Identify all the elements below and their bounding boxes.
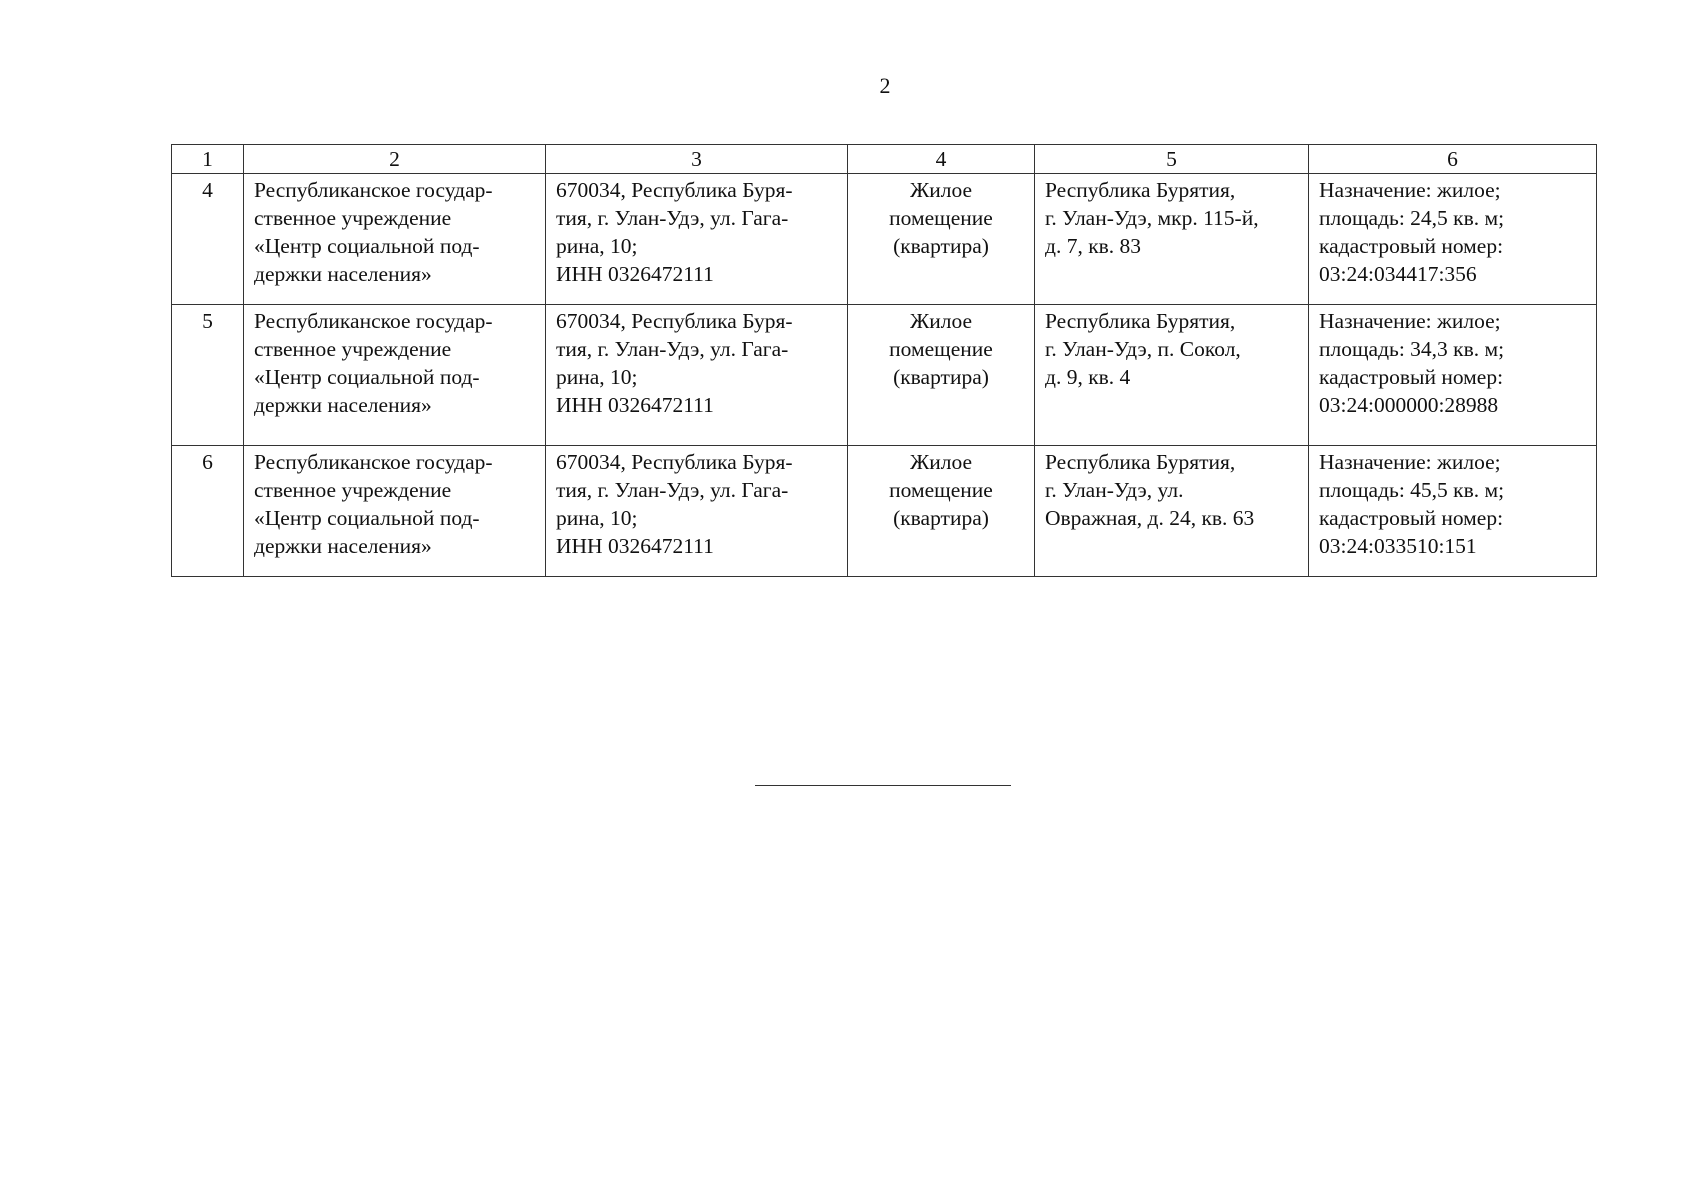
location-line: Республика Бурятия, xyxy=(1045,178,1236,202)
address-line: ИНН 0326472111 xyxy=(556,262,714,286)
address-line: 670034, Республика Буря- xyxy=(556,178,793,202)
details-line: площадь: 45,5 кв. м; xyxy=(1319,478,1505,502)
property-type-cell xyxy=(848,305,1035,446)
organization-line: ственное учреждение xyxy=(254,206,452,230)
column-number-3: 3 xyxy=(546,145,848,174)
details-line: 03:24:034417:356 xyxy=(1319,262,1477,286)
property-type-line: Жилое xyxy=(909,178,973,202)
column-number-4: 4 xyxy=(848,145,1035,174)
organization-line: Республиканское государ- xyxy=(254,309,493,333)
property-location-cell xyxy=(1035,305,1309,446)
details-line: кадастровый номер: xyxy=(1319,365,1504,389)
organization-address-cell xyxy=(546,305,848,446)
property-type-line: (квартира) xyxy=(893,234,989,258)
organization-line: держки населения» xyxy=(254,393,432,417)
location-line: Овражная, д. 24, кв. 63 xyxy=(1045,506,1255,530)
property-details-cell xyxy=(1309,174,1597,305)
column-number-5: 5 xyxy=(1035,145,1309,174)
row-number-cell: 4 xyxy=(172,174,244,305)
organization-address-cell xyxy=(546,174,848,305)
property-type-line: помещение xyxy=(889,337,993,361)
organization-line: держки населения» xyxy=(254,262,432,286)
property-type-line: помещение xyxy=(889,206,993,230)
details-line: Назначение: жилое; xyxy=(1319,309,1501,333)
address-line: рина, 10; xyxy=(556,506,638,530)
organization-line: «Центр социальной под- xyxy=(254,506,480,530)
location-line: д. 7, кв. 83 xyxy=(1045,234,1142,258)
location-line: Республика Бурятия, xyxy=(1045,450,1236,474)
address-line: рина, 10; xyxy=(556,234,638,258)
details-line: площадь: 24,5 кв. м; xyxy=(1319,206,1505,230)
organization-line: ственное учреждение xyxy=(254,337,452,361)
organization-cell xyxy=(244,174,546,305)
property-details-cell xyxy=(1309,305,1597,446)
table-row xyxy=(172,305,1597,446)
property-location-cell xyxy=(1035,174,1309,305)
property-table xyxy=(171,144,1597,577)
table-row xyxy=(172,174,1597,305)
details-line: 03:24:000000:28988 xyxy=(1319,393,1499,417)
property-type-cell xyxy=(848,174,1035,305)
organization-line: Республиканское государ- xyxy=(254,178,493,202)
details-line: площадь: 34,3 кв. м; xyxy=(1319,337,1505,361)
address-line: тия, г. Улан-Удэ, ул. Гага- xyxy=(556,206,789,230)
organization-line: держки населения» xyxy=(254,534,432,558)
property-type-line: Жилое xyxy=(909,450,973,474)
row-number-cell: 6 xyxy=(172,446,244,577)
details-line: 03:24:033510:151 xyxy=(1319,534,1477,558)
column-number-6: 6 xyxy=(1309,145,1597,174)
details-line: кадастровый номер: xyxy=(1319,506,1504,530)
property-location-cell xyxy=(1035,446,1309,577)
address-line: 670034, Республика Буря- xyxy=(556,450,793,474)
location-line: г. Улан-Удэ, п. Сокол, xyxy=(1045,337,1241,361)
organization-line: Республиканское государ- xyxy=(254,450,493,474)
organization-line: «Центр социальной под- xyxy=(254,234,480,258)
location-line: д. 9, кв. 4 xyxy=(1045,365,1131,389)
row-number-cell: 5 xyxy=(172,305,244,446)
property-type-line: (квартира) xyxy=(893,365,989,389)
address-line: ИНН 0326472111 xyxy=(556,393,714,417)
organization-address-cell xyxy=(546,446,848,577)
page-number: 2 xyxy=(879,73,891,98)
address-line: ИНН 0326472111 xyxy=(556,534,714,558)
property-type-cell xyxy=(848,446,1035,577)
location-line: г. Улан-Удэ, мкр. 115-й, xyxy=(1045,206,1259,230)
location-line: г. Улан-Удэ, ул. xyxy=(1045,478,1184,502)
details-line: Назначение: жилое; xyxy=(1319,450,1501,474)
table-row xyxy=(172,446,1597,577)
property-type-line: Жилое xyxy=(909,309,973,333)
organization-line: «Центр социальной под- xyxy=(254,365,480,389)
organization-line: ственное учреждение xyxy=(254,478,452,502)
details-line: Назначение: жилое; xyxy=(1319,178,1501,202)
column-number-2: 2 xyxy=(244,145,546,174)
address-line: 670034, Республика Буря- xyxy=(556,309,793,333)
end-of-document-rule xyxy=(755,785,1011,786)
address-line: рина, 10; xyxy=(556,365,638,389)
property-type-line: (квартира) xyxy=(893,506,989,530)
location-line: Республика Бурятия, xyxy=(1045,309,1236,333)
details-line: кадастровый номер: xyxy=(1319,234,1504,258)
property-type-line: помещение xyxy=(889,478,993,502)
address-line: тия, г. Улан-Удэ, ул. Гага- xyxy=(556,337,789,361)
address-line: тия, г. Улан-Удэ, ул. Гага- xyxy=(556,478,789,502)
property-details-cell xyxy=(1309,446,1597,577)
column-number-row xyxy=(172,145,1597,174)
column-number-1: 1 xyxy=(172,145,244,174)
organization-cell xyxy=(244,305,546,446)
organization-cell xyxy=(244,446,546,577)
